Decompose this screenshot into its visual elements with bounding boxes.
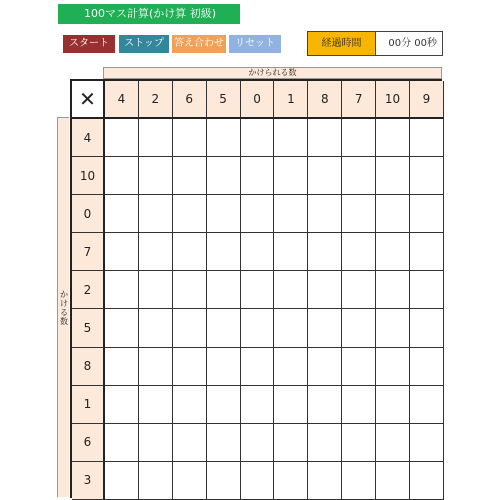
- elapsed-time-label: 経過時間: [307, 31, 376, 56]
- answer-cell[interactable]: [139, 424, 173, 462]
- column-header-6: 8: [308, 81, 342, 119]
- column-header-5: 1: [274, 81, 308, 119]
- row-header-3: 7: [72, 233, 105, 271]
- answer-cell[interactable]: [376, 271, 410, 309]
- column-header-1: 2: [139, 81, 173, 119]
- answer-cell[interactable]: [308, 157, 342, 195]
- row-header-6: 8: [72, 348, 105, 386]
- answer-cell[interactable]: [207, 462, 241, 500]
- answer-cell[interactable]: [207, 348, 241, 386]
- answer-cell[interactable]: [308, 119, 342, 157]
- operator-icon: ✕: [72, 81, 105, 119]
- answer-cell[interactable]: [105, 462, 139, 500]
- answer-cell[interactable]: [410, 157, 444, 195]
- answer-cell[interactable]: [342, 386, 376, 424]
- column-header-label: かけられる数: [103, 67, 442, 79]
- answer-cell[interactable]: [308, 348, 342, 386]
- answer-cell[interactable]: [173, 386, 207, 424]
- answer-cell[interactable]: [274, 462, 308, 500]
- answer-cell[interactable]: [207, 386, 241, 424]
- answer-cell[interactable]: [207, 119, 241, 157]
- answer-cell[interactable]: [410, 271, 444, 309]
- answer-cell[interactable]: [139, 271, 173, 309]
- reset-button[interactable]: リセット: [229, 35, 281, 53]
- answer-cell[interactable]: [308, 424, 342, 462]
- answer-cell[interactable]: [410, 119, 444, 157]
- answer-cell[interactable]: [139, 119, 173, 157]
- answer-cell[interactable]: [410, 462, 444, 500]
- answer-cell[interactable]: [105, 157, 139, 195]
- answer-cell[interactable]: [376, 157, 410, 195]
- answer-cell[interactable]: [241, 157, 275, 195]
- start-button[interactable]: スタート: [63, 35, 115, 53]
- answer-cell[interactable]: [342, 157, 376, 195]
- column-header-3: 5: [207, 81, 241, 119]
- answer-cell[interactable]: [173, 157, 207, 195]
- column-header-4: 0: [241, 81, 275, 119]
- row-header-label: か け る 数: [60, 290, 68, 326]
- answer-cell[interactable]: [241, 309, 275, 347]
- row-header-label-band: [57, 117, 69, 497]
- answer-cell[interactable]: [173, 462, 207, 500]
- answer-cell[interactable]: [274, 348, 308, 386]
- answer-cell[interactable]: [342, 233, 376, 271]
- answer-cell[interactable]: [173, 195, 207, 233]
- column-header-2: 6: [173, 81, 207, 119]
- row-header-2: 0: [72, 195, 105, 233]
- answer-cell[interactable]: [342, 271, 376, 309]
- answer-cell[interactable]: [308, 271, 342, 309]
- column-header-7: 7: [342, 81, 376, 119]
- column-header-9: 9: [410, 81, 444, 119]
- answer-cell[interactable]: [173, 271, 207, 309]
- answer-cell[interactable]: [342, 424, 376, 462]
- answer-cell[interactable]: [241, 424, 275, 462]
- row-header-4: 2: [72, 271, 105, 309]
- elapsed-time-value: 00分 00秒: [375, 31, 443, 56]
- answer-cell[interactable]: [105, 424, 139, 462]
- answer-cell[interactable]: [105, 233, 139, 271]
- answer-cell[interactable]: [139, 462, 173, 500]
- answer-cell[interactable]: [173, 309, 207, 347]
- answer-cell[interactable]: [207, 309, 241, 347]
- answer-cell[interactable]: [274, 424, 308, 462]
- answer-cell[interactable]: [241, 348, 275, 386]
- answer-cell[interactable]: [376, 348, 410, 386]
- answer-cell[interactable]: [376, 309, 410, 347]
- column-header-0: 4: [105, 81, 139, 119]
- answer-cell[interactable]: [241, 271, 275, 309]
- row-header-0: 4: [72, 119, 105, 157]
- answer-cell[interactable]: [173, 233, 207, 271]
- answer-cell[interactable]: [376, 233, 410, 271]
- answer-cell[interactable]: [342, 119, 376, 157]
- answer-cell[interactable]: [207, 233, 241, 271]
- row-header-1: 10: [72, 157, 105, 195]
- answer-cell[interactable]: [241, 195, 275, 233]
- answer-cell[interactable]: [342, 195, 376, 233]
- answer-cell[interactable]: [139, 386, 173, 424]
- answer-cell[interactable]: [410, 233, 444, 271]
- answer-cell[interactable]: [207, 424, 241, 462]
- answer-cell[interactable]: [105, 348, 139, 386]
- answer-cell[interactable]: [308, 195, 342, 233]
- answer-cell[interactable]: [342, 348, 376, 386]
- answer-cell[interactable]: [274, 309, 308, 347]
- answer-cell[interactable]: [207, 271, 241, 309]
- answer-cell[interactable]: [342, 462, 376, 500]
- answer-cell[interactable]: [410, 386, 444, 424]
- answer-cell[interactable]: [139, 195, 173, 233]
- row-header-7: 1: [72, 386, 105, 424]
- answer-cell[interactable]: [376, 195, 410, 233]
- answer-cell[interactable]: [173, 424, 207, 462]
- answer-cell[interactable]: [105, 119, 139, 157]
- multiplication-grid: [70, 79, 442, 498]
- answer-cell[interactable]: [376, 119, 410, 157]
- answer-cell[interactable]: [241, 233, 275, 271]
- answer-cell[interactable]: [308, 309, 342, 347]
- page-title: 100マス計算(かけ算 初級): [58, 4, 240, 24]
- answer-cell[interactable]: [139, 157, 173, 195]
- answer-cell[interactable]: [207, 195, 241, 233]
- answer-cell[interactable]: [308, 386, 342, 424]
- answer-cell[interactable]: [410, 195, 444, 233]
- answer-cell[interactable]: [139, 233, 173, 271]
- answer-cell[interactable]: [139, 309, 173, 347]
- answer-cell[interactable]: [308, 462, 342, 500]
- answer-cell[interactable]: [410, 424, 444, 462]
- answer-cell[interactable]: [376, 462, 410, 500]
- answer-cell[interactable]: [139, 348, 173, 386]
- column-header-8: 10: [376, 81, 410, 119]
- answer-cell[interactable]: [105, 386, 139, 424]
- stop-button[interactable]: ストップ: [119, 35, 169, 53]
- answer-cell[interactable]: [173, 348, 207, 386]
- answer-cell[interactable]: [274, 119, 308, 157]
- answer-cell[interactable]: [105, 309, 139, 347]
- row-header-8: 6: [72, 424, 105, 462]
- answer-cell[interactable]: [105, 195, 139, 233]
- answer-cell[interactable]: [173, 119, 207, 157]
- row-header-5: 5: [72, 309, 105, 347]
- answer-cell[interactable]: [241, 386, 275, 424]
- answer-cell[interactable]: [308, 233, 342, 271]
- answer-cell[interactable]: [274, 271, 308, 309]
- answer-cell[interactable]: [241, 462, 275, 500]
- answer-cell[interactable]: [410, 309, 444, 347]
- answer-cell[interactable]: [410, 348, 444, 386]
- answer-cell[interactable]: [274, 195, 308, 233]
- row-header-9: 3: [72, 462, 105, 500]
- answer-cell[interactable]: [274, 233, 308, 271]
- answer-cell[interactable]: [274, 157, 308, 195]
- check-answers-button[interactable]: 答え合わせ: [172, 35, 226, 53]
- answer-cell[interactable]: [376, 386, 410, 424]
- answer-cell[interactable]: [274, 386, 308, 424]
- answer-cell[interactable]: [342, 309, 376, 347]
- answer-cell[interactable]: [376, 424, 410, 462]
- answer-cell[interactable]: [105, 271, 139, 309]
- answer-cell[interactable]: [207, 157, 241, 195]
- answer-cell[interactable]: [241, 119, 275, 157]
